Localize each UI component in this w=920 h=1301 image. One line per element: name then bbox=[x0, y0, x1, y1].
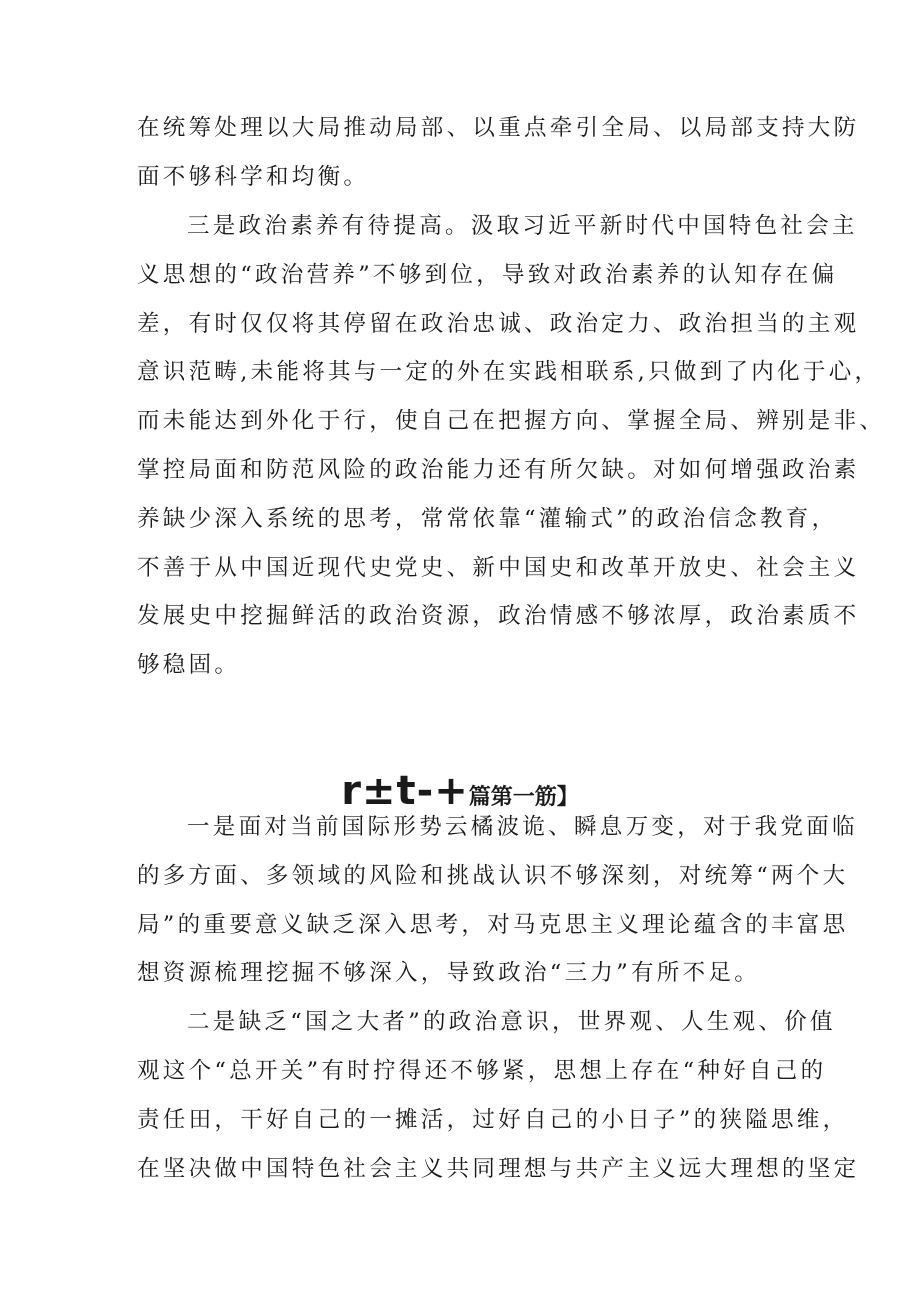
section-heading bbox=[0, 768, 920, 814]
paragraph-line: 面不够科学和均衡。 bbox=[137, 164, 370, 190]
heading-garbled-text: r±t-+ bbox=[341, 768, 469, 814]
paragraph-line: 在坚决做中国特色社会主义共同理想与共产主义远大理想的坚定 bbox=[137, 1156, 860, 1182]
paragraph-line: 不善于从中国近现代史党史、新中国史和改革开放史、社会主义 bbox=[137, 555, 860, 581]
paragraph-line: 掌控局面和防范风险的政治能力还有所欠缺。对如何增强政治素 bbox=[137, 457, 860, 483]
paragraph-line: 观这个“总开关”有时拧得还不够紧，思想上存在“种好自己的 bbox=[137, 1058, 827, 1084]
paragraph-line: 一是面对当前国际形势云橘波诡、瞬息万变，对于我党面临 bbox=[187, 814, 858, 840]
paragraph-line: 想资源梳理挖掘不够深入，导致政治“三力”有所不足。 bbox=[137, 960, 761, 986]
paragraph-line: 的多方面、多领域的风险和挑战认识不够深刻，对统筹“两个大 bbox=[137, 863, 849, 889]
paragraph-line: 二是缺乏“国之大者”的政治意识，世界观、人生观、价值 bbox=[187, 1009, 836, 1035]
paragraph-line: 在统筹处理以大局推动局部、以重点牵引全局、以局部支持大防 bbox=[137, 115, 860, 141]
paragraph-line: 发展史中挖掘鲜活的政治资源，政治情感不够浓厚，政治素质不 bbox=[137, 603, 860, 629]
paragraph-line: 够稳固。 bbox=[137, 652, 241, 678]
paragraph-line: 差，有时仅仅将其停留在政治忠诚、政治定力、政治担当的主观 bbox=[137, 311, 860, 337]
paragraph-line: 三是政治素养有待提高。汲取习近平新时代中国特色社会主 bbox=[187, 213, 858, 239]
paragraph-line: 义思想的“政治营养”不够到位，导致对政治素养的认知存在偏 bbox=[137, 262, 838, 288]
paragraph-line: 意识范畴,未能将其与一定的外在实践相联系,只做到了内化于心， bbox=[137, 359, 881, 385]
heading-title-text: 篇第一筋】 bbox=[468, 785, 579, 810]
paragraph-line: 局”的重要意义缺乏深入思考，对马克思主义理论蕴含的丰富思 bbox=[137, 912, 849, 938]
paragraph-line: 而未能达到外化于行，使自己在把握方向、掌握全局、辨别是非、 bbox=[137, 408, 886, 434]
paragraph-line: 责任田，干好自己的一摊活，过好自己的小日子”的狭隘思维， bbox=[137, 1107, 849, 1133]
paragraph-line: 养缺少深入系统的思考，常常依靠“灌输式”的政治信念教育， bbox=[137, 506, 838, 532]
